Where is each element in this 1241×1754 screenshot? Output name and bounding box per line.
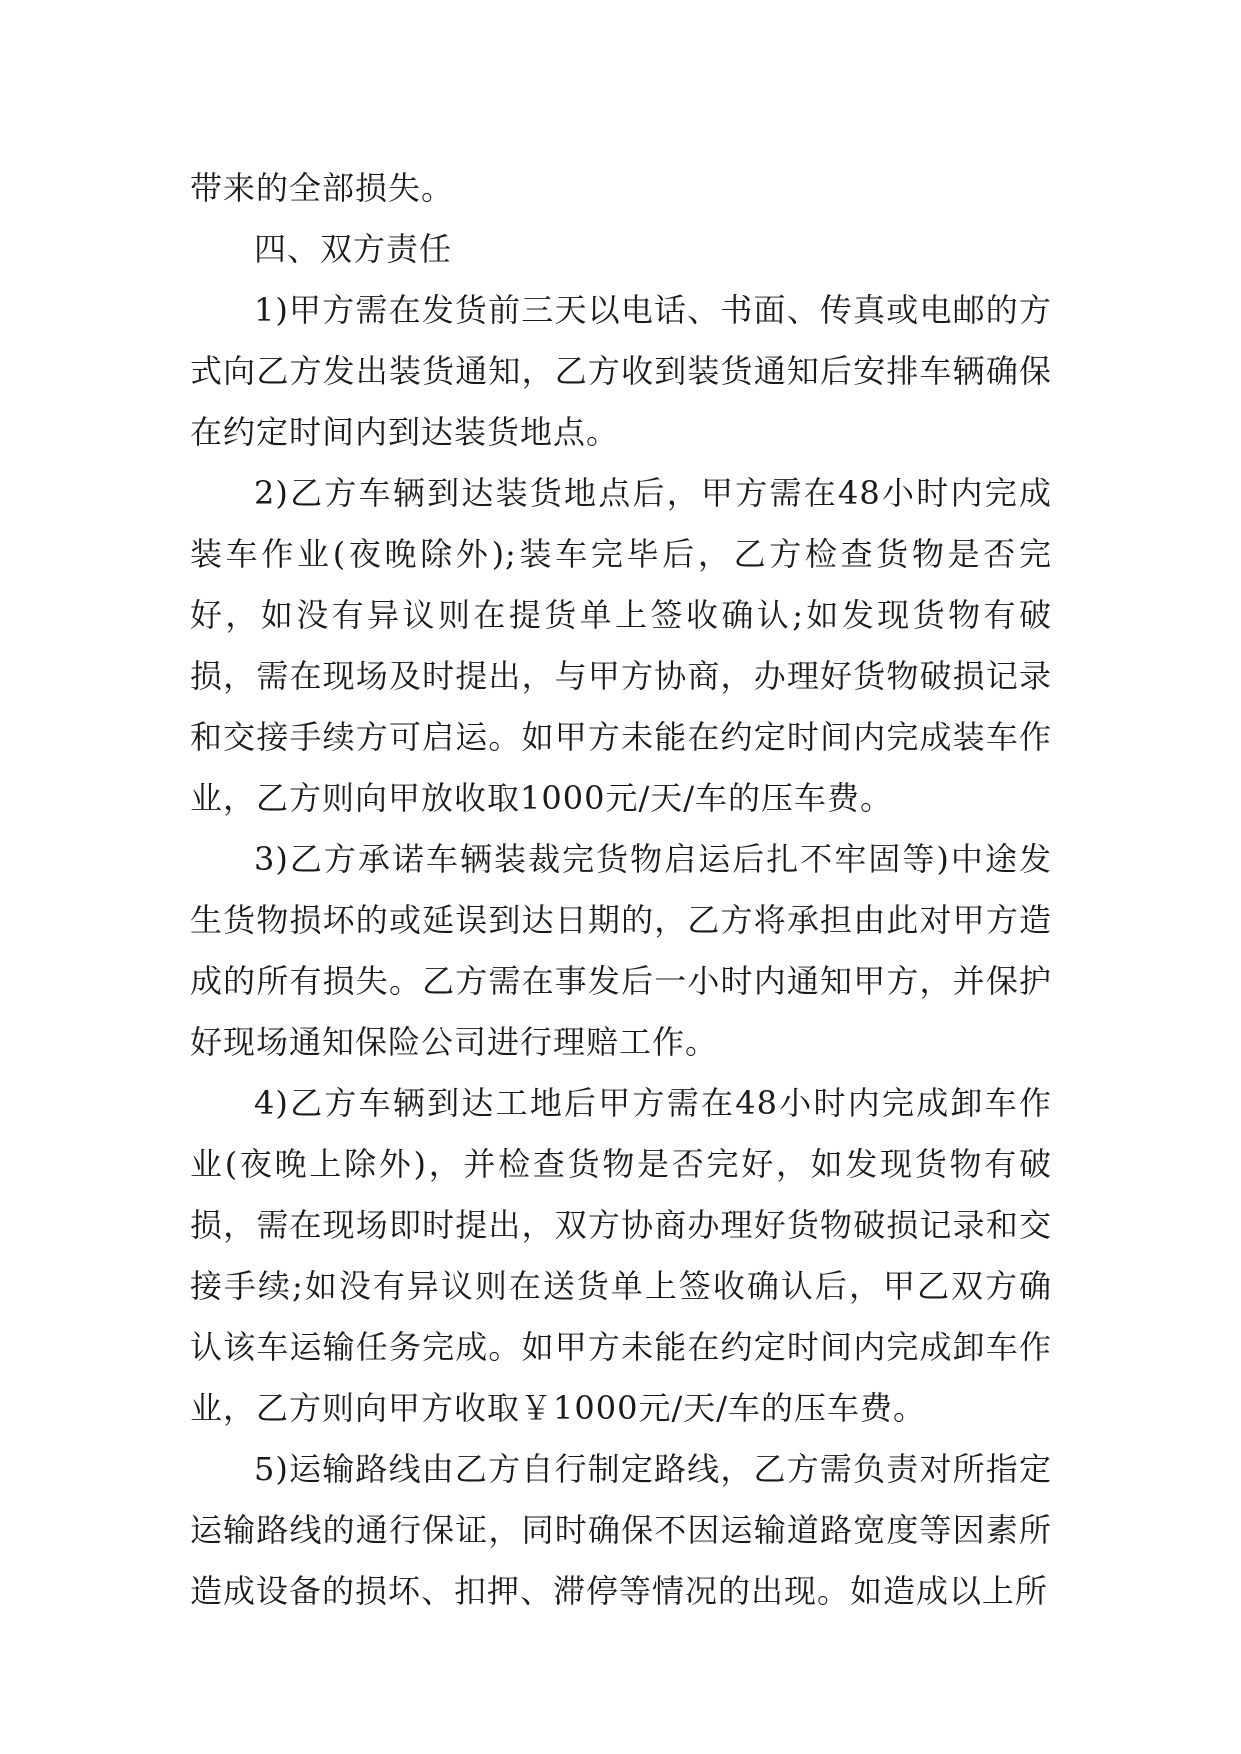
- document-body: [190, 158, 1052, 1622]
- clause-4: 4)乙方车辆到达工地后甲方需在48小时内完成卸车作业(夜晚上除外)，并检查货物是否完好，如发现货物有破损，需在现场即时提出，双方协商办理好货物破损记录和交接手续;如没有异议则在送货单上签收确认后，甲乙双方确认该车运输任务完成。如甲方未能在约定时间内完成卸车作业，乙方则向甲方收取￥1000元/天/车的压车费。: [190, 1084, 1052, 1427]
- clause-2: 2)乙方车辆到达装货地点后，甲方需在48小时内完成装车作业(夜晚除外);装车完毕后，乙方检查货物是否完好，如没有异议则在提货单上签收确认;如发现货物有破损，需在现场及时提出，与甲方协商，办理好货物破损记录和交接手续方可启运。如甲方未能在约定时间内完成装车作业，乙方则向甲放收取1000元/天/车的压车费。: [190, 474, 1052, 817]
- clause-3: 3)乙方承诺车辆装裁完货物启运后扎不牢固等)中途发生货物损坏的或延误到达日期的，乙方将承担由此对甲方造成的所有损失。乙方需在事发后一小时内通知甲方，并保护好现场通知保险公司进行理赔工作。: [190, 840, 1052, 1061]
- section-heading: 四、双方责任: [254, 230, 453, 268]
- continuation-paragraph: 带来的全部损失。: [190, 169, 455, 207]
- clause-5: 5)运输路线由乙方自行制定路线，乙方需负责对所指定运输路线的通行保证，同时确保不因运输道路宽度等因素所造成设备的损坏、扣押、滞停等情况的出现。如造成以上所: [190, 1450, 1052, 1610]
- clause-1: 1)甲方需在发货前三天以电话、书面、传真或电邮的方式向乙方发出装货通知，乙方收到装货通知后安排车辆确保在约定时间内到达装货地点。: [190, 291, 1052, 451]
